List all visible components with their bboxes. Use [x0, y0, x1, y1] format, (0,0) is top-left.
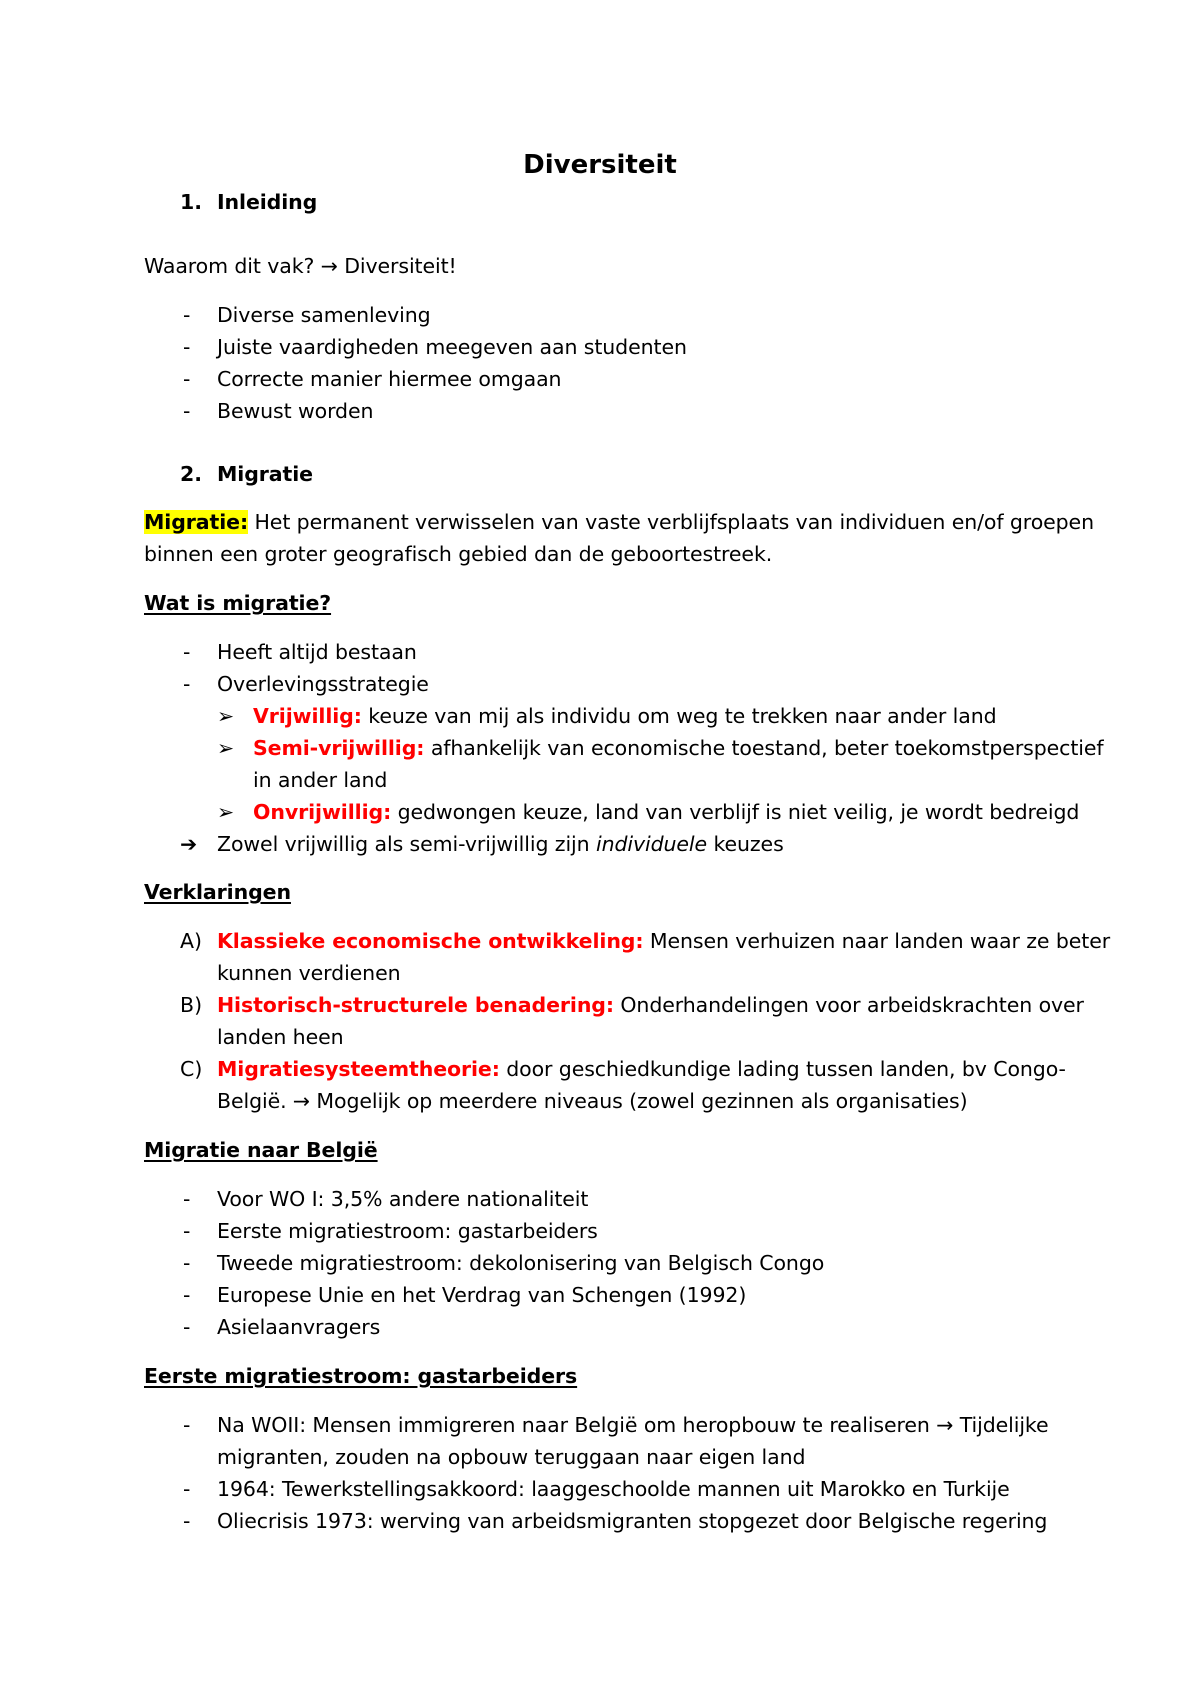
list-letter: B) — [180, 993, 203, 1017]
intro-line — [144, 252, 457, 280]
list-item: Heeft altijd bestaan — [217, 640, 417, 664]
dash-bullet-icon: - — [183, 1413, 191, 1437]
list-item: Overlevingsstrategie — [217, 672, 429, 696]
section-1-number: 1. — [180, 190, 203, 214]
explanation-term: Klassieke economische ontwikkeling: — [217, 929, 644, 953]
section-2-heading: Migratie — [217, 462, 313, 486]
subheading-verklaringen: Verklaringen — [144, 880, 291, 904]
conclusion-line — [217, 830, 784, 858]
arrow-bullet-icon: ➢ — [217, 704, 235, 728]
dash-bullet-icon: - — [183, 1509, 191, 1533]
list-item: Na WOII: Mensen immigreren naar België om heropbouw te realiseren → Tijdelijke — [217, 1413, 1049, 1437]
sub-list-item — [253, 734, 1103, 762]
explanation-item — [217, 1055, 1066, 1083]
term-semi-vrijwillig: Semi-vrijwillig: — [253, 736, 425, 760]
sub-item-text: gedwongen keuze, land van verblijf is niet veilig, je wordt bedreigd — [391, 800, 1080, 824]
term-onvrijwillig: Onvrijwillig: — [253, 800, 392, 824]
list-item: Europese Unie en het Verdrag van Schengen (1992) — [217, 1283, 747, 1307]
intro-text-before: Waarom dit vak? — [144, 254, 321, 278]
dash-bullet-icon: - — [183, 303, 191, 327]
dash-bullet-icon: - — [183, 640, 191, 664]
definition-term: Migratie: — [144, 510, 249, 534]
arrow-icon: → — [320, 254, 338, 278]
section-2-number: 2. — [180, 462, 203, 486]
explanation-continuation: kunnen verdienen — [217, 961, 401, 985]
definition-line-1 — [144, 508, 1094, 536]
definition-line-2: binnen een groter geografisch gebied dan de geboortestreek. — [144, 542, 773, 566]
sub-item-text: afhankelijk van economische toestand, beter toekomstperspectief — [424, 736, 1104, 760]
list-item: Voor WO I: 3,5% andere nationaliteit — [217, 1187, 589, 1211]
sub-list-item — [253, 702, 997, 730]
subheading-wat-is-migratie: Wat is migratie? — [144, 591, 332, 615]
list-item: Asielaanvragers — [217, 1315, 381, 1339]
subheading-migratie-naar-belgie: Migratie naar België — [144, 1138, 378, 1162]
list-item: Eerste migratiestroom: gastarbeiders — [217, 1219, 598, 1243]
list-item: Diverse samenleving — [217, 303, 431, 327]
list-item: Bewust worden — [217, 399, 374, 423]
dash-bullet-icon: - — [183, 1477, 191, 1501]
list-letter: A) — [180, 929, 203, 953]
dash-bullet-icon: - — [183, 399, 191, 423]
conclusion-text-end: keuzes — [707, 832, 784, 856]
dash-bullet-icon: - — [183, 672, 191, 696]
sub-item-text: keuze van mij als individu om weg te trekken naar ander land — [361, 704, 997, 728]
dash-bullet-icon: - — [183, 1283, 191, 1307]
explanation-continuation: landen heen — [217, 1025, 344, 1049]
list-item: Tweede migratiestroom: dekolonisering van Belgisch Congo — [217, 1251, 825, 1275]
list-item: Oliecrisis 1973: werving van arbeidsmigranten stopgezet door Belgische regering — [217, 1509, 1048, 1533]
dash-bullet-icon: - — [183, 367, 191, 391]
list-item: 1964: Tewerkstellingsakkoord: laaggeschoolde mannen uit Marokko en Turkije — [217, 1477, 1010, 1501]
list-item-continuation: migranten, zouden na opbouw teruggaan naar eigen land — [217, 1445, 806, 1469]
sub-list-item — [253, 798, 1079, 826]
arrow-bullet-icon: ➢ — [217, 736, 235, 760]
explanation-term: Historisch-structurele benadering: — [217, 993, 614, 1017]
explanation-term: Migratiesysteemtheorie: — [217, 1057, 500, 1081]
sub-list-item-continuation: in ander land — [253, 768, 388, 792]
dash-bullet-icon: - — [183, 1251, 191, 1275]
list-item: Correcte manier hiermee omgaan — [217, 367, 562, 391]
list-letter: C) — [180, 1057, 203, 1081]
explanation-item — [217, 991, 1084, 1019]
explanation-text: Onderhandelingen voor arbeidskrachten over — [613, 993, 1084, 1017]
explanation-item — [217, 927, 1110, 955]
dash-bullet-icon: - — [183, 1315, 191, 1339]
term-vrijwillig: Vrijwillig: — [253, 704, 362, 728]
bold-arrow-icon: ➔ — [180, 832, 198, 856]
subheading-eerste-migratiestroom: Eerste migratiestroom: gastarbeiders — [144, 1364, 578, 1388]
list-item: Juiste vaardigheden meegeven aan studenten — [217, 335, 687, 359]
conclusion-text: Zowel vrijwillig als semi-vrijwillig zijn — [217, 832, 596, 856]
explanation-text: door geschiedkundige lading tussen landen, bv Congo- — [499, 1057, 1066, 1081]
section-1-heading: Inleiding — [217, 190, 318, 214]
conclusion-emphasis: individuele — [595, 832, 708, 856]
definition-text: Het permanent verwisselen van vaste verblijfsplaats van individuen en/of groepen — [248, 510, 1094, 534]
document-title: Diversiteit — [523, 150, 677, 180]
dash-bullet-icon: - — [183, 1187, 191, 1211]
dash-bullet-icon: - — [183, 335, 191, 359]
explanation-continuation: België. → Mogelijk op meerdere niveaus (zowel gezinnen als organisaties) — [217, 1089, 968, 1113]
explanation-text: Mensen verhuizen naar landen waar ze beter — [643, 929, 1111, 953]
dash-bullet-icon: - — [183, 1219, 191, 1243]
intro-text-after: Diversiteit! — [337, 254, 457, 278]
arrow-bullet-icon: ➢ — [217, 800, 235, 824]
